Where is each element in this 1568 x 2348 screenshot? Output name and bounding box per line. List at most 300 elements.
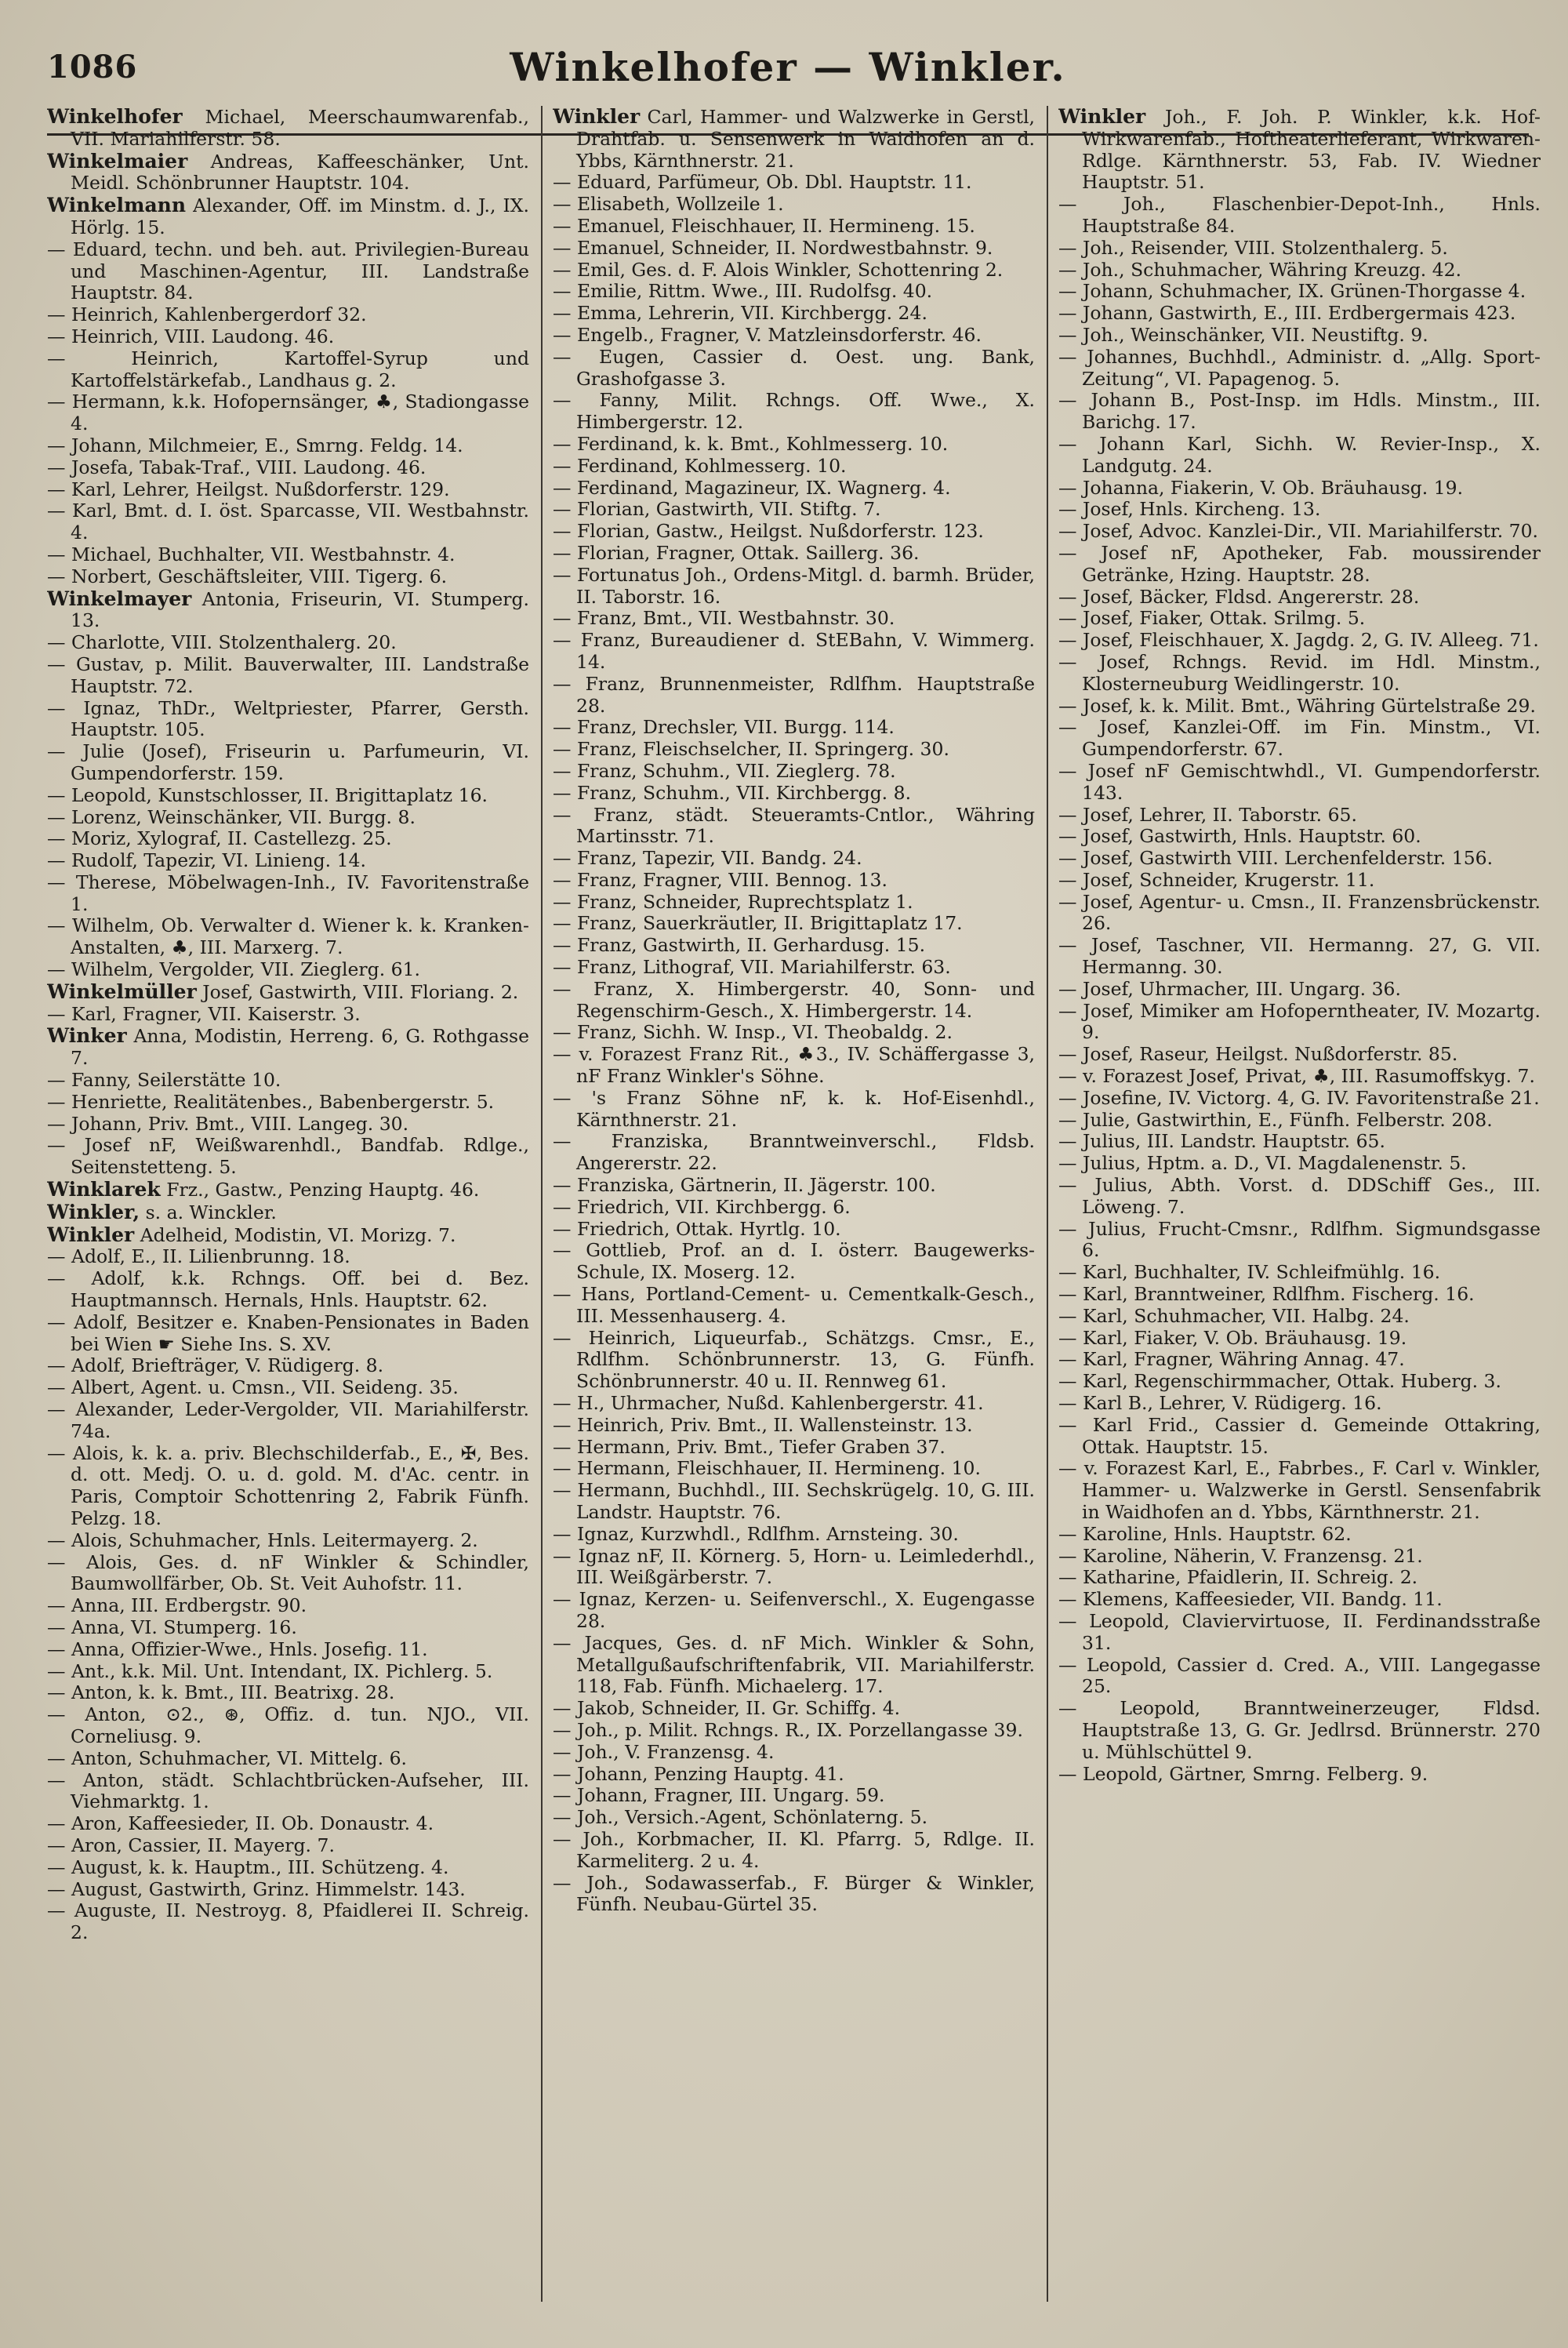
directory-entry [553,281,1035,303]
entry-text: Michael, Meerschaumwarenfab., VII. Mariahilferstr. 58. [71,106,529,150]
entry-text: s. a. Winckler. [140,1201,277,1223]
entry-text: — H., Uhrmacher, Nußd. Kahlenbergerstr. 41. [553,1392,984,1415]
entry-text: — Adolf, E., II. Lilienbrunng. 18. [47,1245,350,1268]
entry-text: Andreas, Kaffeeschänker, Unt. Meidl. Schönbrunner Hauptstr. 104. [71,150,529,194]
directory-entry [553,1044,1035,1088]
directory-entry [1058,521,1541,543]
entry-text: — Johann, Milchmeier, E., Smrng. Feldg. 14. [47,434,463,456]
directory-entry [553,608,1035,630]
directory-entry [553,390,1035,434]
entry-text: — Johann, Gastwirth, E., III. Erdbergermais 423. [1058,302,1516,325]
entry-text: — Karl, Fragner, Währing Annag. 47. [1058,1348,1405,1371]
directory-entry [1058,848,1541,870]
entry-text: — Joh., Sodawasserfab., F. Bürger & Winkler, Fünfh. Neubau-Gürtel 35. [553,1871,1035,1916]
directory-entry [47,1900,529,1944]
directory-entry [553,935,1035,957]
directory-entry [553,172,1035,194]
entry-text: — Franziska, Branntweinverschl., Fldsb. Angererstr. 22. [553,1130,1035,1175]
entry-text: — Leopold, Claviervirtuose, II. Ferdinandsstraße 31. [1058,1609,1541,1654]
directory-entry [553,761,1035,783]
entry-text: — Josef, Taschner, VII. Hermanng. 27, G. VII. Hermanng. 30. [1058,934,1541,979]
directory-entry [553,1284,1035,1328]
directory-entry [1058,1219,1541,1263]
entry-text: — Heinrich, Kahlenbergerdorf 32. [47,303,367,326]
directory-entry [47,1268,529,1312]
directory-entry [47,654,529,698]
entry-text: — Johann Karl, Sichh. W. Revier-Insp., X. Landgutg. 24. [1058,432,1541,477]
entry-surname: Winkelmayer [47,587,192,610]
entry-text: — Franz, Fragner, VIII. Bennog. 13. [553,868,887,891]
directory-entry [553,1393,1035,1415]
entry-text: — Auguste, II. Nestroyg. 8, Pfaidlerei II. Schreig. 2. [47,1899,529,1944]
directory-entry [553,913,1035,935]
entry-surname: Winkler, [47,1200,140,1223]
entry-text: — Johann B., Post-Insp. im Hdls. Minstm., III. Barichg. 17. [1058,389,1541,434]
entry-text: — Joh., Weinschänker, VII. Neustiftg. 9. [1058,323,1428,346]
entry-text: — Joh., Reisender, VIII. Stolzenthalerg. 5. [1058,236,1448,259]
entry-text: — Franz, Sichh. W. Insp., VI. Theobaldg. 2. [553,1021,953,1044]
entry-text: — Johanna, Fiakerin, V. Ob. Bräuhausg. 19. [1058,476,1464,499]
directory-entry [47,326,529,348]
entry-text: — Eduard, techn. und beh. aut. Privilegien-Bureau und Maschinen-Agentur, III. Landstraße Hauptstr. 84. [47,238,529,304]
entry-text: — v. Forazest Josef, Privat, ♣, III. Rasumoffskyg. 7. [1058,1065,1535,1088]
entry-text: — Fortunatus Joh., Ordens-Mitgl. d. barmh. Brüder, II. Taborstr. 16. [553,563,1035,608]
entry-text: — Julius, III. Landstr. Hauptstr. 65. [1058,1130,1385,1153]
directory-entry [553,1458,1035,1480]
directory-entry [47,741,529,785]
directory-entry [47,566,529,588]
entry-text: — Joh., Korbmacher, II. Kl. Pfarrg. 5, Rdlge. II. Karmeliterg. 2 u. 4. [553,1827,1035,1872]
entry-text: — Joh., Flaschenbier-Depot-Inh., Hnls. Hauptstraße 84. [1058,193,1541,237]
directory-entry [553,106,1035,172]
entry-text: — Anton, städt. Schlachtbrücken-Aufseher, III. Viehmarktg. 1. [47,1768,529,1813]
entry-text: — Lorenz, Weinschänker, VII. Burgg. 8. [47,805,416,828]
directory-entry [553,1807,1035,1829]
directory-entry [47,1135,529,1179]
entry-text: — Johannes, Buchhdl., Administr. d. „Allg. Sport-Zeitung“, VI. Papagenog. 5. [1058,345,1541,390]
directory-entry [553,1873,1035,1917]
directory-entry [1058,390,1541,434]
entry-text: — Florian, Fragner, Ottak. Saillerg. 36. [553,541,920,564]
directory-entry [553,521,1035,543]
entry-surname: Winkler [1058,106,1146,128]
entry-text: — Johann, Penzing Hauptg. 41. [553,1762,844,1785]
entry-text: — Anton, Schuhmacher, VI. Mittelg. 6. [47,1746,407,1769]
column-middle [553,106,1035,2325]
directory-entry [1058,1415,1541,1459]
directory-entry [1058,1262,1541,1284]
entry-text: — Rudolf, Tapezir, VI. Linieng. 14. [47,849,366,872]
directory-entry [1058,1088,1541,1110]
directory-entry [553,565,1035,609]
entry-text: Antonia, Friseurin, VI. Stumperg. 13. [71,587,529,632]
entry-text: — Josef, Fiaker, Ottak. Srilmg. 5. [1058,607,1366,630]
entry-text: — Johann, Priv. Bmt., VIII. Langeg. 30. [47,1112,409,1135]
directory-entry [1058,761,1541,805]
directory-entry [47,1025,529,1070]
directory-entry [553,1088,1035,1132]
column-divider [1047,106,1048,2302]
entry-text: — Moriz, Xylograf, II. Castellezg. 25. [47,827,392,850]
entry-text: — Franz, Bureaudiener d. StEBahn, V. Wimmerg. 14. [553,629,1035,673]
entry-text: — Alois, Ges. d. nF Winkler & Schindler, Baumwollfärber, Ob. St. Veit Auhofstr. 11. [47,1550,529,1595]
entry-text: — Alois, k. k. a. priv. Blechschilderfab., E., ✠, Bes. d. ott. Medj. O. u. d. gold. M. d'Ac. centr. in Paris, Comptoir Schottenring 2, Fabrik Fünfh. Pelzg. 18. [47,1441,529,1529]
directory-entry [47,1224,529,1247]
directory-entry [1058,1698,1541,1763]
directory-entry [553,957,1035,979]
directory-entry [47,239,529,304]
entry-text: — Joh., Schuhmacher, Währing Kreuzg. 42. [1058,258,1462,281]
directory-entry [553,1764,1035,1786]
directory-entry [1058,717,1541,761]
directory-entry [47,1770,529,1814]
entry-text: — Franz, Schuhm., VII. Zieglerg. 78. [553,759,896,782]
entry-surname: Winkelmann [47,194,187,217]
entry-text: — Karl, Buchhalter, IV. Schleifmühlg. 16. [1058,1261,1441,1284]
entry-text: — v. Forazest Franz Rit., ♣3., IV. Schäffergasse 3, nF Franz Winkler's Söhne. [553,1043,1035,1088]
entry-text: — Julius, Frucht-Cmsnr., Rdlfhm. Sigmundsgasse 6. [1058,1217,1541,1262]
entry-text: — Josef, Agentur- u. Cmsn., II. Franzensbrückenstr. 26. [1058,890,1541,935]
directory-entry [553,979,1035,1023]
entry-text: — Josefine, IV. Victorg. 4, G. IV. Favoritenstraße 21. [1058,1086,1540,1109]
directory-entry [47,304,529,326]
directory-entry [553,1720,1035,1742]
entry-text: — Josef, Raseur, Heilgst. Nußdorferstr. 85. [1058,1043,1458,1066]
directory-entry [47,1682,529,1704]
entry-text: — Eugen, Cassier d. Oest. ung. Bank, Grashofgasse 3. [553,345,1035,390]
entry-text: — Franz, Drechsler, VII. Burgg. 114. [553,716,895,739]
directory-entry [47,1312,529,1356]
entry-text: — Aron, Kaffeesieder, II. Ob. Donaustr. 4. [47,1812,434,1835]
entry-text: — Anna, III. Erdbergstr. 90. [47,1594,307,1617]
directory-entry [553,478,1035,500]
entry-text: — Albert, Agent. u. Cmsn., VII. Seideng. 35. [47,1376,459,1399]
entry-text: — Josef, Lehrer, II. Taborstr. 65. [1058,803,1357,826]
directory-entry [553,347,1035,391]
directory-entry [1058,347,1541,391]
directory-entry [1058,303,1541,325]
entry-text: — Ant., k.k. Mil. Unt. Intendant, IX. Pichlerg. 5. [47,1659,493,1682]
directory-entry [553,325,1035,347]
directory-entry [553,1785,1035,1807]
directory-entry [553,1742,1035,1764]
entry-text: — Josef, Bäcker, Fldsd. Angererstr. 28. [1058,585,1420,608]
page-number: 1086 [47,49,138,85]
directory-entry [1058,870,1541,892]
entry-text: — Jacques, Ges. d. nF Mich. Winkler & Sohn, Metallgußaufschriftenfabrik, VII. Mariahilferstr. 118, Fab. Fünfh. Michaelerg. 17. [553,1631,1035,1698]
directory-entry [47,1092,529,1114]
entry-text: — Anna, VI. Stumperg. 16. [47,1616,297,1638]
directory-entry [553,238,1035,260]
entry-text: — Engelb., Fragner, V. Matzleinsdorferstr. 46. [553,323,982,346]
entry-text: — Josef, Mimiker am Hofoperntheater, IV. Mozartg. 9. [1058,999,1541,1044]
directory-entry [553,848,1035,870]
entry-text: — Ignaz, Kurzwhdl., Rdlfhm. Arnsteing. 30. [553,1522,959,1545]
directory-entry [553,1546,1035,1590]
directory-entry [1058,1284,1541,1306]
directory-entry [47,1748,529,1770]
entry-text: — Friedrich, Ottak. Hyrtlg. 10. [553,1217,841,1240]
entry-text: — Karl, Schuhmacher, VII. Halbg. 24. [1058,1304,1410,1327]
entry-text: — Ferdinand, Magazineur, IX. Wagnerg. 4. [553,476,951,499]
column-right [1058,106,1541,2325]
entry-text: — Leopold, Gärtner, Smrng. Felberg. 9. [1058,1762,1428,1785]
entry-text: — Josef, Fleischhauer, X. Jagdg. 2, G. IV. Alleeg. 71. [1058,629,1539,652]
directory-entry [1058,608,1541,630]
entry-text: — Hermann, Priv. Bmt., Tiefer Graben 37. [553,1435,946,1458]
directory-entry [1058,1393,1541,1415]
entry-text: — Emma, Lehrerin, VII. Kirchbergg. 24. [553,302,927,325]
directory-entry [47,1004,529,1026]
directory-entry [553,543,1035,565]
entry-text: — Ferdinand, k. k. Bmt., Kohlmesserg. 10. [553,432,949,455]
directory-entry [553,717,1035,739]
directory-entry [47,544,529,566]
directory-entry [47,479,529,501]
entry-text: — Norbert, Geschäftsleiter, VIII. Tigerg. 6. [47,565,448,587]
entry-text: — Fanny, Seilerstätte 10. [47,1069,281,1092]
directory-entry [47,1661,529,1683]
entry-text: — Josef, Uhrmacher, III. Ungarg. 36. [1058,977,1401,1000]
directory-columns [47,106,1541,2325]
directory-entry [47,1179,529,1201]
entry-text: — Elisabeth, Wollzeile 1. [553,193,784,216]
directory-entry [553,1175,1035,1197]
directory-entry [47,1246,529,1268]
entry-text: — Leopold, Branntweinerzeuger, Fldsd. Hauptstraße 13, G. Gr. Jedlrsd. Brünnerstr. 270 u. Mühlschüttel 9. [1058,1697,1541,1763]
directory-entry [1058,106,1541,194]
directory-entry [47,632,529,654]
entry-text: — Franz, Sauerkräutler, II. Brigittaplatz 17. [553,912,963,935]
entry-text: — Emanuel, Schneider, II. Nordwestbahnstr. 9. [553,236,993,259]
directory-entry [1058,1153,1541,1175]
directory-entry [553,1240,1035,1284]
entry-surname: Winkler [553,106,641,128]
entry-surname: Winkelmaier [47,149,188,173]
directory-entry [47,435,529,457]
entry-text: — 's Franz Söhne nF, k. k. Hof-Eisenhdl., Kärnthnerstr. 21. [553,1086,1035,1131]
directory-entry [47,588,529,633]
entry-text: — Anna, Offizier-Wwe., Hnls. Josefig. 11. [47,1637,428,1660]
entry-text: — Josef nF, Weißwarenhdl., Bandfab. Rdlge., Seitenstetteng. 5. [47,1134,529,1179]
entry-text: — Karl, Fiaker, V. Ob. Bräuhausg. 19. [1058,1326,1407,1349]
entry-text: — Josefa, Tabak-Traf., VIII. Laudong. 46. [47,456,426,478]
entry-text: — Klemens, Kaffeesieder, VII. Bandg. 11. [1058,1588,1443,1611]
directory-entry [1058,281,1541,303]
directory-entry [47,1639,529,1661]
directory-entry [1058,1458,1541,1523]
entry-text: — Josef, Gastwirth, Hnls. Hauptstr. 60. [1058,825,1421,848]
entry-text: — Hermann, Fleischhauer, II. Hermineng. 10. [553,1457,981,1480]
directory-entry [1058,543,1541,587]
directory-entry [47,1201,529,1224]
entry-text: — Karl, Regenschirmmacher, Ottak. Huberg. 3. [1058,1370,1501,1393]
directory-entry [1058,1764,1541,1786]
entry-text: — Charlotte, VIII. Stolzenthalerg. 20. [47,631,397,654]
entry-text: — Josef nF Gemischtwhdl., VI. Gumpendorferstr. 143. [1058,759,1541,804]
entry-text: — Joh., p. Milit. Rchngs. R., IX. Porzellangasse 39. [553,1718,1023,1741]
entry-text: — Josef nF, Apotheker, Fab. moussirender Getränke, Hzing. Hauptstr. 28. [1058,541,1541,586]
entry-text: — Alexander, Leder-Vergolder, VII. Mariahilferstr. 74a. [47,1398,529,1442]
entry-text: — v. Forazest Karl, E., Fabrbes., F. Carl v. Winkler, Hammer- u. Walzwerke in Gerstl. Sensenfabrik in Waidhofen an d. Ybbs, Kärnthnerstr. 21. [1058,1457,1541,1523]
entry-text: — Florian, Gastw., Heilgst. Nußdorferstr. 123. [553,520,984,543]
entry-text: — Josef, Rchngs. Revid. im Hdl. Minstm., Klosterneuburg Weidlingerstr. 10. [1058,650,1541,695]
entry-text: — Franz, Schneider, Ruprechtsplatz 1. [553,890,913,913]
entry-text: — Franziska, Gärtnerin, II. Jägerstr. 100. [553,1174,936,1197]
directory-entry [47,872,529,916]
entry-text: — Adolf, Briefträger, V. Rüdigerg. 8. [47,1354,384,1377]
directory-entry [47,959,529,981]
entry-text: — Ignaz, Kerzen- u. Seifenverschl., X. Eugengasse 28. [553,1588,1035,1632]
entry-text: Josef, Gastwirth, VIII. Floriang. 2. [196,980,519,1003]
directory-entry [1058,826,1541,848]
entry-text: — Anton, ⊙2., ⊛, Offiz. d. tun. NJO., VII. Corneliusg. 9. [47,1703,529,1747]
directory-entry [1058,1328,1541,1350]
entry-text: — Wilhelm, Vergolder, VII. Zieglerg. 61. [47,958,421,981]
directory-entry [1058,1524,1541,1546]
directory-entry [553,1131,1035,1175]
entry-text: — Hermann, Buchhdl., III. Sechskrügelg. 10, G. III. Landstr. Hauptstr. 76. [553,1479,1035,1523]
directory-entry [1058,1131,1541,1153]
directory-entry [47,915,529,959]
entry-text: — Therese, Möbelwagen-Inh., IV. Favoritenstraße 1. [47,871,529,915]
directory-entry [1058,1567,1541,1589]
entry-text: — Karl Frid., Cassier d. Gemeinde Ottakring, Ottak. Hauptstr. 15. [1058,1413,1541,1458]
entry-text: Joh., F. Joh. P. Winkler, k.k. Hof-Wirkwarenfab., Hoftheaterlieferant, Wirkwaren-Rdlge. Kärnthnerstr. 53, Fab. IV. Wiedner Hauptstr. 51. [1082,106,1541,194]
entry-text: — Karl, Branntweiner, Rdlfhm. Fischerg. 16. [1058,1283,1475,1306]
directory-entry [47,1617,529,1639]
entry-text: — Adolf, k.k. Rchngs. Off. bei d. Bez. Hauptmannsch. Hernals, Hnls. Hauptstr. 62. [47,1267,529,1312]
entry-text: — Adolf, Besitzer e. Knaben-Pensionates in Baden bei Wien ☛ Siehe Ins. S. XV. [47,1310,529,1355]
directory-entry [553,892,1035,914]
column-left [47,106,529,2325]
directory-entry [553,1219,1035,1241]
directory-entry [1058,1110,1541,1132]
entry-text: — Franz, Gastwirth, II. Gerhardusg. 15. [553,934,926,957]
entry-text: — Franz, Brunnenmeister, Rdlfhm. Hauptstraße 28. [553,672,1035,717]
directory-entry [47,1595,529,1617]
directory-entry [47,391,529,435]
directory-entry [47,698,529,742]
directory-entry [553,434,1035,456]
column-divider [541,106,543,2302]
entry-text: — Leopold, Cassier d. Cred. A., VIII. Langegasse 25. [1058,1653,1541,1698]
entry-text: — Franz, städt. Steueramts-Cntlor., Währing Martinsstr. 71. [553,803,1035,848]
entry-text: — Alois, Schuhmacher, Hnls. Leitermayerg. 2. [47,1528,478,1551]
directory-entry [1058,1044,1541,1066]
entry-text: Carl, Hammer- und Walzwerke in Gerstl, Drahtfab. u. Sensenwerk in Waidhofen an d. Ybbs, Kärnthnerstr. 21. [576,106,1035,172]
entry-text: — Anton, k. k. Bmt., III. Beatrixg. 28. [47,1681,395,1704]
entry-text: — Joh., V. Franzensg. 4. [553,1740,775,1763]
entry-text: — Ignaz nF, II. Körnerg. 5, Horn- u. Leimlederhdl., III. Weißgärberstr. 7. [553,1544,1035,1589]
entry-text: — Karoline, Hnls. Hauptstr. 62. [1058,1522,1352,1545]
directory-entry [47,348,529,392]
directory-entry [553,1589,1035,1633]
directory-entry [47,785,529,807]
entry-text: — Heinrich, Priv. Bmt., II. Wallensteinstr. 13. [553,1413,973,1436]
entry-text: — Katharine, Pfaidlerin, II. Schreig. 2. [1058,1566,1418,1589]
directory-entry [1058,652,1541,696]
entry-text: — Karl, Fragner, VII. Kaiserstr. 3. [47,1002,361,1025]
directory-entry [1058,1175,1541,1219]
directory-entry [1058,1001,1541,1045]
directory-entry [1058,478,1541,500]
entry-surname: Winkelmüller [47,980,197,1003]
entry-text: — Julie (Josef), Friseurin u. Parfumeurin, VI. Gumpendorferstr. 159. [47,740,529,784]
entry-text: — Josef, Advoc. Kanzlei-Dir., VII. Mariahilferstr. 70. [1058,520,1539,543]
directory-entry [1058,805,1541,827]
directory-entry [47,1552,529,1596]
entry-text: — Heinrich, Kartoffel-Syrup und Kartoffelstärkefab., Landhaus g. 2. [47,347,529,391]
entry-text: — Franz, X. Himbergerstr. 40, Sonn- und Regenschirm-Gesch., X. Himbergerstr. 14. [553,977,1035,1022]
directory-entry [553,674,1035,718]
directory-entry [1058,1546,1541,1568]
entry-surname: Winkler [47,1223,135,1246]
directory-entry [1058,892,1541,936]
entry-text: — Julius, Abth. Vorst. d. DDSchiff Ges., III. Löweng. 7. [1058,1174,1541,1218]
directory-entry [553,783,1035,805]
directory-entry [553,216,1035,238]
directory-entry [1058,194,1541,238]
page-title: Winkelhofer — Winkler. [510,44,1066,90]
directory-entry [553,194,1035,216]
directory-entry [47,1399,529,1443]
directory-entry [47,194,529,239]
entry-text: — Karl B., Lehrer, V. Rüdigerg. 16. [1058,1392,1382,1415]
directory-entry [47,1813,529,1835]
directory-entry [553,1437,1035,1459]
entry-text: — Josef, Kanzlei-Off. im Fin. Minstm., VI. Gumpendorferstr. 67. [1058,716,1541,761]
entry-text: Adelheid, Modistin, VI. Morizg. 7. [134,1223,456,1246]
directory-entry [553,303,1035,325]
entry-text: — Ferdinand, Kohlmesserg. 10. [553,454,847,477]
directory-entry [553,1197,1035,1219]
directory-entry [553,260,1035,282]
directory-entry [47,106,529,151]
directory-entry [553,1829,1035,1873]
directory-entry [1058,587,1541,609]
entry-text: — Karl, Bmt. d. I. öst. Sparcasse, VII. Westbahnstr. 4. [47,500,529,544]
page-header [47,39,1529,102]
directory-entry [553,456,1035,478]
entry-text: — Franz, Lithograf, VII. Mariahilferstr. 63. [553,956,951,979]
directory-entry [553,1524,1035,1546]
entry-text: — Gustav, p. Milit. Bauverwalter, III. Landstraße Hauptstr. 72. [47,652,529,697]
entry-text: — Josef, k. k. Milit. Bmt., Währing Gürtelstraße 29. [1058,694,1536,717]
entry-text: — Ignaz, ThDr., Weltpriester, Pfarrer, Gersth. Hauptstr. 105. [47,696,529,741]
entry-text: — August, k. k. Hauptm., III. Schützeng. 4. [47,1856,449,1878]
directory-entry [1058,260,1541,282]
directory-entry [553,1328,1035,1393]
directory-entry [1058,1306,1541,1328]
entry-text: — August, Gastwirth, Grinz. Himmelstr. 143. [47,1877,466,1900]
entry-text: — Fanny, Milit. Rchngs. Off. Wwe., X. Himbergerstr. 12. [553,389,1035,434]
entry-text: — Johann, Fragner, III. Ungarg. 59. [553,1784,885,1807]
entry-surname: Winkelhofer [47,106,183,128]
directory-entry [47,1355,529,1377]
directory-entry [1058,1589,1541,1611]
directory-entry [553,499,1035,521]
entry-text: — Julie, Gastwirthin, E., Fünfh. Felberstr. 208. [1058,1108,1493,1131]
entry-text: — Julius, Hptm. a. D., VI. Magdalenenstr. 5. [1058,1152,1467,1175]
directory-entry [1058,499,1541,521]
directory-entry [47,1857,529,1879]
entry-text: — Emilie, Rittm. Wwe., III. Rudolfsg. 40. [553,280,933,303]
entry-text: — Wilhelm, Ob. Verwalter d. Wiener k. k. Kranken-Anstalten, ♣, III. Marxerg. 7. [47,914,529,959]
entry-text: — Franz, Fleischselcher, II. Springerg. 30. [553,738,949,761]
entry-text: Frz., Gastw., Penzing Hauptg. 46. [160,1179,480,1201]
directory-entry [47,500,529,544]
